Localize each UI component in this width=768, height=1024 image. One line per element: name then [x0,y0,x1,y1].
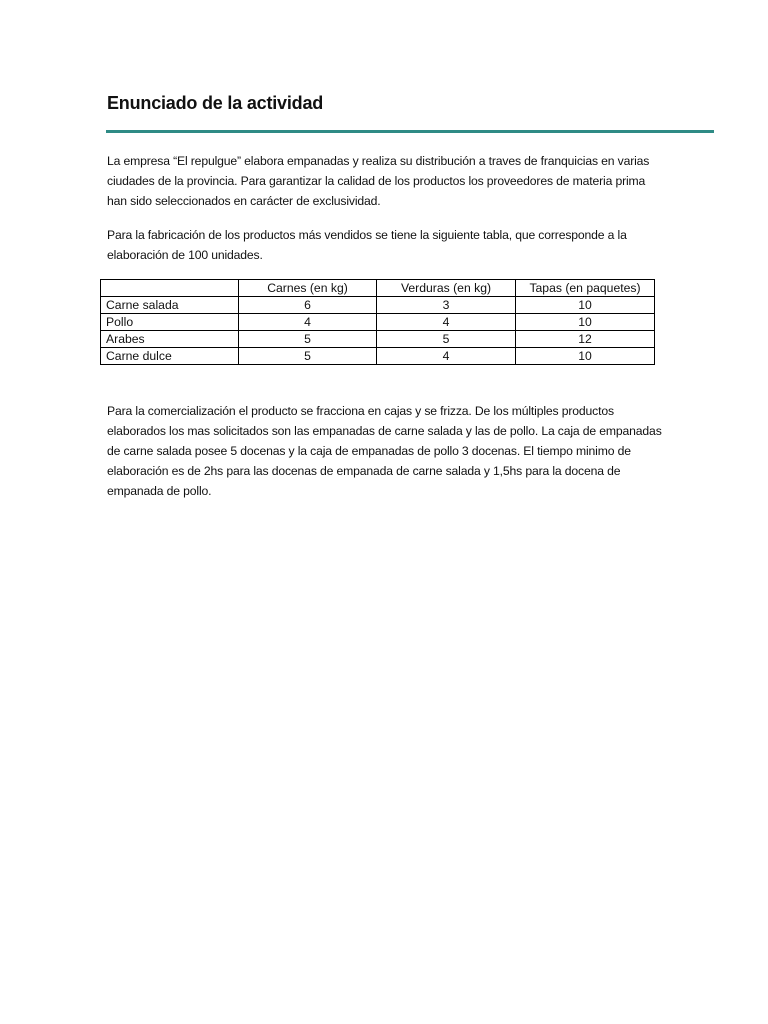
table-cell-tapas: 10 [516,314,655,331]
table-cell-carnes: 5 [239,348,377,365]
table-row [101,297,655,314]
table-cell-tapas: 10 [516,297,655,314]
table-cell-product: Carne salada [101,297,239,314]
table-row [101,348,655,365]
paragraph-table-intro: Para la fabricación de los productos más vendidos se tiene la siguiente tabla, que corresponde a la elaboración de 100 unidades. [107,228,627,262]
title-divider [106,130,714,133]
page-title: Enunciado de la actividad [107,93,324,113]
table-row [101,331,655,348]
table-header-cell-empty [101,280,239,297]
paragraph-commercialization: Para la comercialización el producto se fracciona en cajas y se frizza. De los múltiples productos elaborados los mas solicitados son las empanadas de carne salada y las de pollo. La caja de empanadas de carne salada posee 5 docenas y la caja de empanadas de pollo 3 docenas. El tiempo minimo de elaboración es de 2hs para las docenas de empanada de carne salada y 1,5hs para la docena de empanada de pollo. [107,404,662,498]
table-cell-carnes: 5 [239,331,377,348]
table-cell-carnes: 6 [239,297,377,314]
table-cell-carnes: 4 [239,314,377,331]
table-cell-verduras: 5 [377,331,516,348]
table-header-carnes: Carnes (en kg) [239,280,377,297]
table-header-row [101,280,655,297]
table-header-tapas: Tapas (en paquetes) [516,280,655,297]
table-cell-verduras: 4 [377,314,516,331]
table-cell-tapas: 12 [516,331,655,348]
table-header-verduras: Verduras (en kg) [377,280,516,297]
table-cell-product: Carne dulce [101,348,239,365]
table-cell-verduras: 4 [377,348,516,365]
table-cell-verduras: 3 [377,297,516,314]
table-cell-product: Pollo [101,314,239,331]
table-cell-product: Arabes [101,331,239,348]
ingredients-table [100,279,655,365]
paragraph-intro: La empresa “El repulgue” elabora empanadas y realiza su distribución a traves de franquicias en varias ciudades de la provincia. Para garantizar la calidad de los productos los proveedores de materia prima han sido seleccionados en carácter de exclusividad. [107,154,650,208]
table-row [101,314,655,331]
table-cell-tapas: 10 [516,348,655,365]
